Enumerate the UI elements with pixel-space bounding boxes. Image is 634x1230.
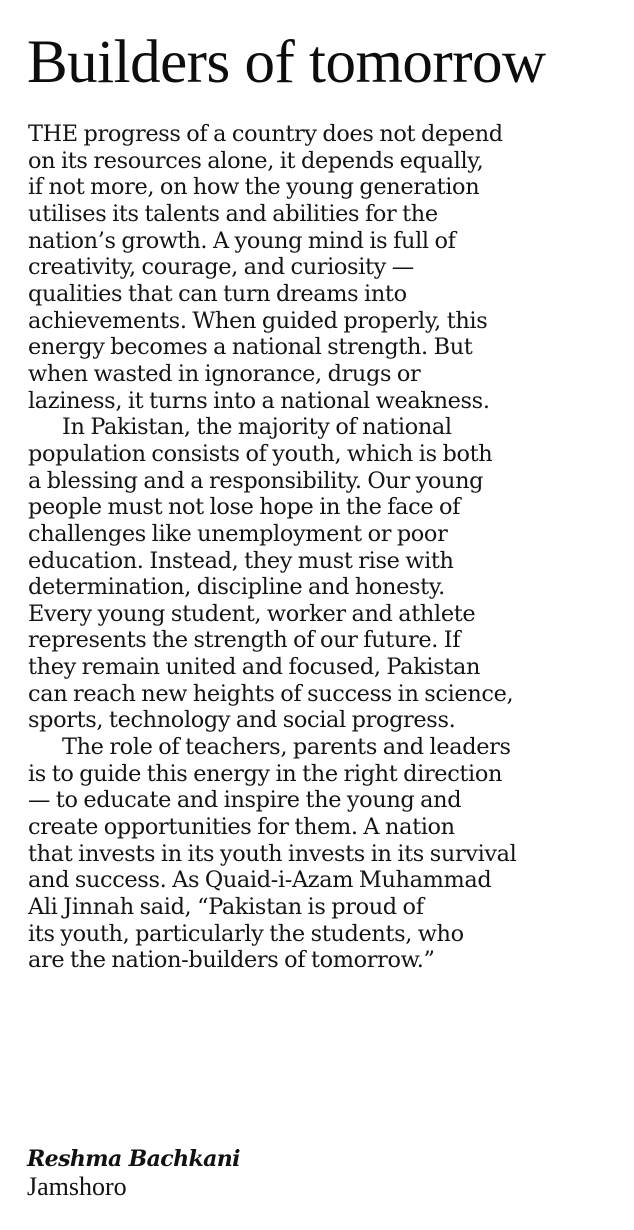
text-line: can reach new heights of success in science, <box>28 680 514 707</box>
text-line: laziness, it turns into a national weakness. <box>28 387 490 414</box>
author-name: Reshma Bachkani <box>27 1146 240 1172</box>
text-line: a blessing and a responsibility. Our young <box>28 467 484 494</box>
text-line: challenges like unemployment or poor <box>28 520 448 547</box>
text-line: — to educate and inspire the young and <box>28 787 462 814</box>
text-line: when wasted in ignorance, drugs or <box>28 360 421 387</box>
text-line: achievements. When guided properly, this <box>28 307 488 334</box>
text-line: create opportunities for them. A nation <box>28 814 455 841</box>
text-line: The role of teachers, parents and leaders <box>62 734 511 761</box>
author-location: Jamshoro <box>27 1172 127 1201</box>
text-line: sports, technology and social progress. <box>28 707 456 734</box>
text-line: In Pakistan, the majority of national <box>62 414 452 441</box>
text-line: THE progress of a country does not depend <box>28 121 503 147</box>
text-line: creativity, courage, and curiosity — <box>28 254 414 281</box>
text-line: are the nation-builders of tomorrow.” <box>28 947 435 974</box>
text-line: determination, discipline and honesty. <box>28 574 445 601</box>
text-line: utilises its talents and abilities for the <box>28 200 438 227</box>
text-line: qualities that can turn dreams into <box>28 280 407 307</box>
text-line: its youth, particularly the students, who <box>28 920 464 947</box>
signature-block <box>27 1145 240 1201</box>
text-line: on its resources alone, it depends equally, <box>28 147 484 174</box>
text-line: population consists of youth, which is both <box>28 440 493 467</box>
text-line: energy becomes a national strength. But <box>28 334 473 361</box>
text-line: Every young student, worker and athlete <box>28 600 476 627</box>
text-line: nation’s growth. A young mind is full of <box>28 227 456 254</box>
letter-body <box>28 121 614 974</box>
text-line: that invests in its youth invests in its survival <box>28 840 517 867</box>
text-line: is to guide this energy in the right direction <box>28 760 503 787</box>
text-line: and success. As Quaid-i-Azam Muhammad <box>28 867 492 894</box>
text-line: they remain united and focused, Pakistan <box>28 654 481 681</box>
text-line: represents the strength of our future. If <box>28 627 461 654</box>
text-line: education. Instead, they must rise with <box>28 547 454 574</box>
letter-title: Builders of tomorrow <box>27 29 546 96</box>
text-line: people must not lose hope in the face of <box>28 494 461 521</box>
text-line: if not more, on how the young generation <box>28 174 480 201</box>
text-line: Ali Jinnah said, “Pakistan is proud of <box>28 894 424 921</box>
